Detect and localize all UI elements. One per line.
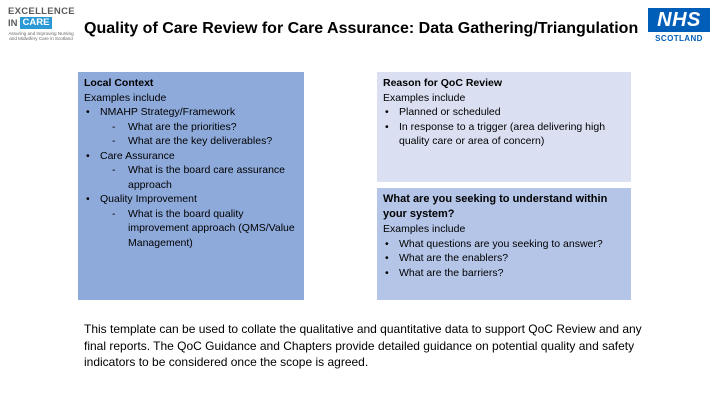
footer-note: This template can be used to collate the qualitative and quantitative data to support QoC Review and any final reports. The QoC Guidance and Chapters provide detailed guidance on potential quality and safety indicators to be considered once the scope is agreed.	[84, 322, 642, 369]
logo-row	[8, 17, 74, 29]
nhs-mark: NHS	[648, 8, 710, 32]
logo-wordmark: EXCELLENCE	[8, 6, 75, 17]
list-item: • Quality Improvement	[84, 192, 298, 207]
list-item: • Care Assurance	[84, 149, 298, 164]
sub-list-item: - What is the board care assurance approach	[84, 163, 298, 192]
logo-in: IN	[8, 17, 18, 29]
excellence-in-care-logo	[8, 6, 74, 42]
seeking-panel	[377, 188, 631, 300]
list-item: • What questions are you seeking to answer?	[383, 237, 625, 252]
local-context-list	[84, 105, 298, 250]
seeking-heading: What are you seeking to understand within your system?	[383, 193, 608, 220]
seeking-list	[383, 237, 625, 281]
reason-heading: Reason for QoC Review	[383, 77, 503, 89]
local-context-panel	[78, 72, 304, 300]
nhs-sub: SCOTLAND	[655, 34, 703, 43]
sub-list-item: - What are the priorities?	[84, 120, 298, 135]
reason-panel	[377, 72, 631, 182]
sub-list-item: - What is the board quality improvement approach (QMS/Value Management)	[84, 207, 298, 251]
list-item: • In response to a trigger (area delivering high quality care or area of concern)	[383, 120, 625, 149]
logo-care: CARE	[20, 17, 53, 29]
list-item: • What are the barriers?	[383, 266, 625, 281]
sub-list-item: - What are the key deliverables?	[84, 134, 298, 149]
list-item: • What are the enablers?	[383, 251, 625, 266]
local-context-heading: Local Context	[84, 77, 154, 89]
page-title: Quality of Care Review for Care Assurance: Data Gathering/Triangulation	[84, 20, 639, 37]
list-item: • Planned or scheduled	[383, 105, 625, 120]
local-context-intro: Examples include	[84, 91, 167, 104]
seeking-intro: Examples include	[383, 223, 466, 235]
logo-tagline: Assuring and Improving Nursing and Midwifery Care in Scotland	[8, 31, 74, 42]
reason-intro: Examples include	[383, 91, 466, 104]
nhs-scotland-logo	[648, 8, 710, 43]
reason-list	[383, 105, 625, 149]
list-item: • NMAHP Strategy/Framework	[84, 105, 298, 120]
